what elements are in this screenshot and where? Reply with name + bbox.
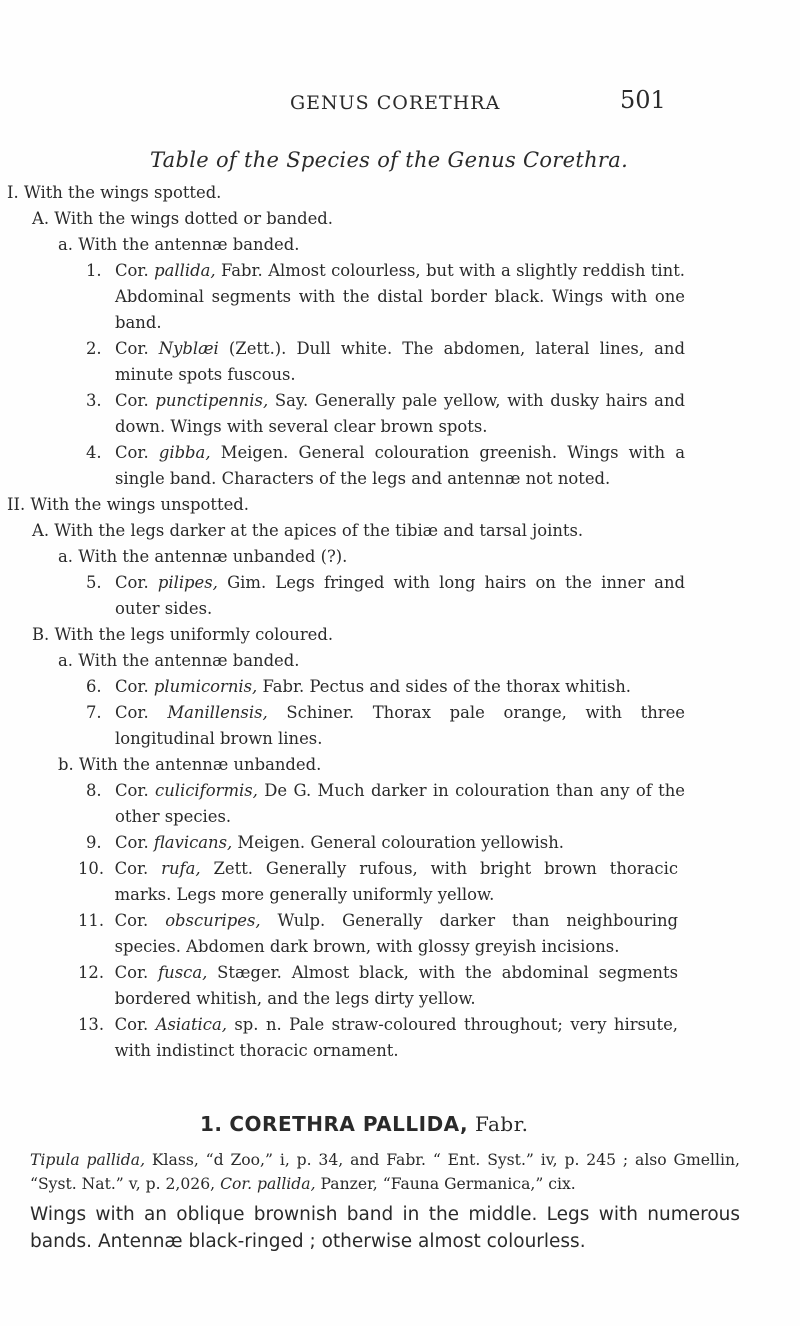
entry-number: 13.: [78, 1015, 105, 1034]
entry-genus: Cor.: [115, 677, 149, 696]
entry-species-name: pallida,: [154, 261, 216, 280]
entry-genus: Cor.: [115, 261, 149, 280]
subgroup-heading: A. With the legs darker at the apices of the tibiæ and tarsal joints.: [32, 521, 584, 540]
table-title: Table of the Species of the Genus Corethra.: [150, 148, 629, 172]
page-number: 501: [620, 86, 666, 114]
entry-genus: Cor.: [114, 859, 149, 878]
entry-genus: Cor.: [114, 911, 149, 930]
species-heading-author: Fabr.: [468, 1112, 529, 1136]
key-entry: [0, 908, 678, 960]
entry-text: Fabr. Almost colourless, but with a slightly reddish tint. Abdominal segments with the distal border black. Wings with one band.: [115, 261, 685, 332]
species-heading-number: 1.: [200, 1112, 223, 1136]
species-key: [0, 180, 800, 1064]
entry-species-name: punctipennis,: [155, 391, 269, 410]
entry-species-name: Asiatica,: [155, 1015, 227, 1034]
entry-text: De G. Much darker in colouration than any of the other species.: [115, 781, 685, 826]
key-entry: [0, 700, 686, 752]
entry-text: (Zett.). Dull white. The abdomen, lateral lines, and minute spots fuscous.: [115, 339, 685, 384]
subsubgroup-heading: a. With the antennæ unbanded (?).: [58, 547, 348, 566]
species-heading-name: CORETHRA PALLIDA,: [229, 1112, 469, 1136]
entry-text: Schiner. Thorax pale orange, with three longitudinal brown lines.: [115, 703, 686, 748]
entry-species-name: gibba,: [158, 443, 211, 462]
entry-number: 11.: [78, 911, 105, 930]
synonym-text: Panzer, “Fauna Germanica,” cix.: [315, 1175, 576, 1193]
subsubgroup-heading: a. With the antennæ banded.: [58, 651, 300, 670]
entry-number: 10.: [78, 859, 105, 878]
entry-number: 5.: [86, 573, 102, 592]
key-entry: [0, 258, 686, 336]
entry-text: Gim. Legs fringed with long hairs on the inner and outer sides.: [115, 573, 685, 618]
entry-number: 1.: [86, 261, 102, 280]
key-entry: [0, 336, 686, 388]
entry-genus: Cor.: [115, 833, 149, 852]
entry-species-name: flavicans,: [153, 833, 233, 852]
entry-text: Wulp. Generally darker than neighbouring species. Abdomen dark brown, with glossy greyish incisions.: [114, 911, 679, 956]
subgroup-heading: A. With the wings dotted or banded.: [32, 209, 333, 228]
key-entry: [0, 388, 686, 440]
key-entry: [0, 960, 678, 1012]
running-head: GENUS CORETHRA: [290, 92, 501, 114]
entry-number: 12.: [78, 963, 105, 982]
synonymy-paragraph: [30, 1148, 740, 1196]
entry-species-name: plumicornis,: [153, 677, 258, 696]
key-entry: [0, 440, 686, 492]
entry-genus: Cor.: [115, 339, 149, 358]
entry-genus: Cor.: [115, 781, 149, 800]
synonym-text: Klass, “d Zoo,” i, p. 34, and Fabr. “ Ent. Syst.” iv, p. 245 ; also Gmellin, “Syst. Nat.” v, p. 2,026,: [30, 1151, 740, 1193]
entry-species-name: pilipes,: [157, 573, 218, 592]
entry-genus: Cor.: [115, 443, 149, 462]
entry-species-name: fusca,: [158, 963, 208, 982]
subsubgroup-heading: b. With the antennæ unbanded.: [58, 755, 322, 774]
entry-number: 4.: [86, 443, 102, 462]
key-entry: [0, 674, 686, 700]
entry-number: 3.: [86, 391, 102, 410]
key-entry: [0, 856, 678, 908]
entry-text: Zett. Generally rufous, with bright brown thoracic marks. Legs more generally uniformly yellow.: [114, 859, 678, 904]
description-paragraph: Wings with an oblique brownish band in the middle. Legs with numerous bands. Antennæ black-ringed ; otherwise almost colourless.: [30, 1204, 740, 1252]
entry-species-name: rufa,: [161, 859, 201, 878]
group-heading: I. With the wings spotted.: [7, 183, 222, 202]
entry-number: 2.: [86, 339, 102, 358]
entry-number: 7.: [86, 703, 102, 722]
subsubgroup-heading: a. With the antennæ banded.: [58, 235, 300, 254]
synonym-name: Cor. pallida,: [220, 1175, 316, 1193]
entry-number: 6.: [86, 677, 102, 696]
entry-genus: Cor.: [115, 391, 149, 410]
key-entry: [0, 830, 686, 856]
key-entry: [0, 1012, 678, 1064]
synonym-name: Tipula pallida,: [30, 1151, 146, 1169]
species-heading: [200, 1112, 528, 1136]
entry-text: Fabr. Pectus and sides of the thorax whitish.: [257, 677, 631, 696]
entry-genus: Cor.: [114, 963, 149, 982]
group-heading: II. With the wings unspotted.: [7, 495, 249, 514]
key-entry: [0, 570, 686, 622]
entry-number: 9.: [86, 833, 102, 852]
entry-text: Say. Generally pale yellow, with dusky hairs and down. Wings with several clear brown spots.: [115, 391, 686, 436]
entry-species-name: culiciformis,: [155, 781, 258, 800]
entry-text: Meigen. General colouration yellowish.: [232, 833, 564, 852]
entry-species-name: Nyblæi: [158, 339, 219, 358]
entry-species-name: Manillensis,: [167, 703, 268, 722]
entry-text: Meigen. General colouration greenish. Wings with a single band. Characters of the legs and antennæ not noted.: [115, 443, 685, 488]
entry-text: Stæger. Almost black, with the abdominal segments bordered whitish, and the legs dirty yellow.: [114, 963, 678, 1008]
entry-number: 8.: [86, 781, 102, 800]
entry-text: sp. n. Pale straw-coloured throughout; very hirsute, with indistinct thoracic ornament.: [114, 1015, 678, 1060]
key-entry: [0, 778, 686, 830]
entry-genus: Cor.: [114, 1015, 149, 1034]
entry-genus: Cor.: [115, 573, 149, 592]
entry-species-name: obscuripes,: [165, 911, 261, 930]
subgroup-heading: B. With the legs uniformly coloured.: [32, 625, 334, 644]
entry-genus: Cor.: [115, 703, 149, 722]
